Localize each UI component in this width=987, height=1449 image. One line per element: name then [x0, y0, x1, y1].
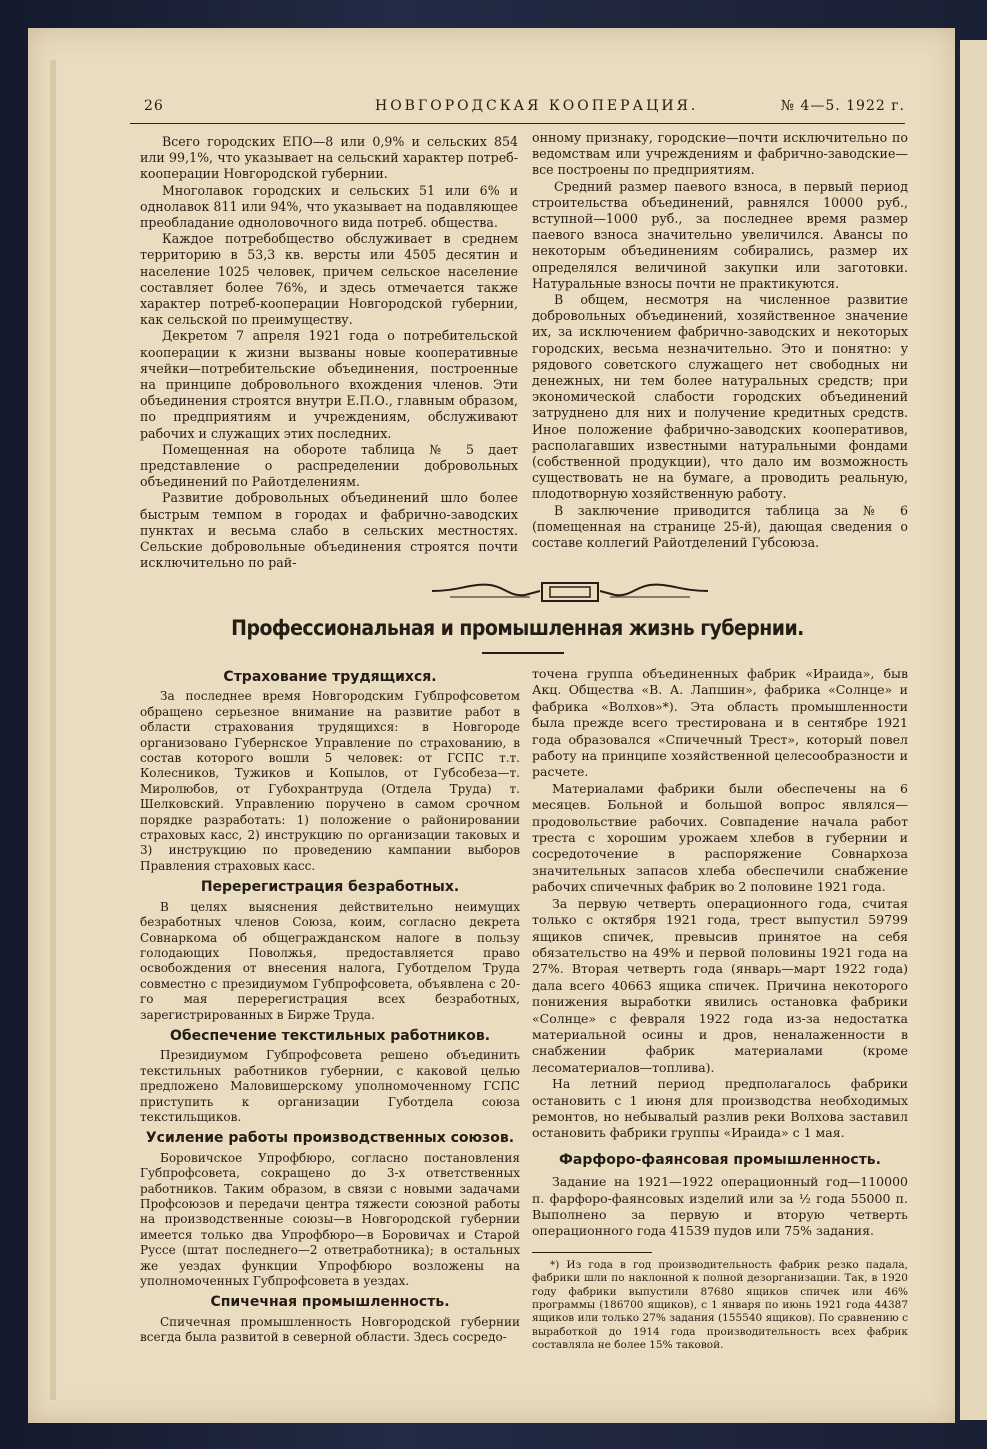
paragraph: На летний период предполагалось фабрики остановить с 1 июня для производства необходимых ремонтов, но небывалый разлив реки Волхова заставил остановить фабрики группы «Ираида» с 1 мая. — [532, 1076, 908, 1141]
section-title: Профессиональная и промышленная жизнь губернии. — [231, 616, 804, 640]
header-rule — [130, 123, 905, 124]
article-heading: Страхование трудящихся. — [223, 669, 437, 685]
paragraph: Материалами фабрики были обеспечены на 6 месяцев. Больной и большой вопрос являлся—продовольствие рабочих. Совпадение начала работ треста с хорошим урожаем хлебов в губернии и сосредоточение в распоряжение Совнархоза значительных запасов хлеба обеспечили снабжение рабочих спичечных фабрик во 2 половине 1921 года. — [532, 780, 908, 895]
article-text: Боровичское Упрофбюро, согласно постановления Губпрофсовета, сокращено до 3-х ответственных работников. Таким образом, в связи с новыми задачами Профсоюзов и передачи центра тяжести союзной работы на производственные союзы—в Новгородской губернии имеется только два Упрофбюро—в Боровичах и Старой Руссе (штат последнего—2 ответработника); в остальных же уездах функции Упрофбюро возложены на уполномоченных Губпрофсовета в уездах. — [140, 1150, 520, 1289]
ornament-divider — [430, 577, 710, 607]
article-text: Задание на 1921—1922 операционный год—110000 п. фарфоро-фаянсовых изделий или за ½ года 55000 п. Выполнено за первую и вторую четверть операционного года 41539 пудов или 75% задания. — [532, 1174, 908, 1239]
article-text: В целях выяснения действительно неимущих безработных членов Союза, коим, согласно декрета Совнаркома об общегражданском налоге в пользу голодающих Поволжья, предоставляется право освобождения от внесения налога, Губотделом Труда совместно с президиумом Губпрофсовета, объявлена с 20-го мая перерегистрация всех безработных, зарегистрированных в Бирже Труда. — [140, 899, 520, 1022]
articles-left-column — [140, 664, 520, 1346]
running-head — [130, 98, 905, 122]
paragraph: онному признаку, городские—почти исключительно по ведомствам или учреждениям и фабрично-заводские—все построены по предприятиям. — [532, 130, 908, 178]
article-heading: Фарфоро-фаянсовая промышленность. — [559, 1151, 881, 1168]
paragraph: Всего городских ЕПО—8 или 0,9% и сельских 854 или 99,1%, что указывает на сельский характер потреб-кооперации Новгородской губернии. — [140, 134, 518, 182]
articles-right-column — [532, 666, 908, 1353]
paragraph: Развитие добровольных объединений шло более быстрым темпом в городах и фабрично-заводских пунктах и весьма слабо в сельских местностях. Сельские добровольные объединения строятся почти исключительно по рай- — [140, 490, 518, 571]
article-text: Президиумом Губпрофсовета решено объединить текстильных работников губернии, с каковой целью предложено Маловишерскому уполномоченному ГСПС приступить к организации Губотдела союза текстильщиков. — [140, 1048, 520, 1124]
top-right-column — [532, 130, 908, 551]
article-heading: Спичечная промышленность. — [210, 1294, 450, 1311]
footnote-text: *) Из года в год производительность фабрик резко падала, фабрики шли по наклонной к полной дезорганизации. Так, в 1920 году фабрики выпустили 87680 ящиков спичек или 46% программы (186700 ящиков), с 1 января по июнь 1921 года 44387 ящиков или только 27% задания (155540 ящиков). По сравнению с выработкой до 1914 года производительность всех фабрик составляла не более 15% таковой. — [532, 1258, 908, 1352]
article-heading: Перерегистрация безработных. — [200, 879, 460, 896]
article-heading: Усиление работы производственных союзов. — [145, 1130, 515, 1147]
journal-title: НОВГОРОДСКАЯ КООПЕРАЦИЯ. — [375, 98, 699, 114]
next-page-edge — [960, 40, 987, 1420]
page-number: 26 — [144, 98, 164, 114]
paragraph: Каждое потребобщество обслуживает в среднем территорию в 53,3 кв. версты или 4505 десятин и население 1025 человек, причем сельское население составляет более 76%, и здесь отмечается также характер потреб-кооперации Новгородской губернии, как сельской по преимуществу. — [140, 231, 518, 328]
section-rule — [482, 652, 564, 654]
page-content — [130, 90, 908, 1410]
footnote-rule — [532, 1252, 652, 1253]
issue-number: № 4—5. 1922 г. — [780, 98, 905, 114]
paragraph: Средний размер паевого взноса, в первый период строительства объединений, равнялся 10000 руб., вступной—1000 руб., за последнее время размер паевого взноса значительно увеличился. Авансы по некоторым объединениям собирались, размер их определялся величиной закупки или заготовки. Натуральные взносы почти не практикуются. — [532, 178, 908, 291]
paragraph: Многолавок городских и сельских 51 или 6% и однолавок 811 или 94%, что указывает на подавляющее преобладание одноловочного вида потреб. общества. — [140, 182, 518, 231]
paragraph: В заключение приводится таблица за № 6 (помещенная на странице 25-й), дающая сведения о составе коллегий Райотделений Губсоюза. — [532, 502, 908, 551]
footnote — [532, 1259, 908, 1353]
page-gutter — [50, 60, 56, 1400]
paragraph: Помещенная на обороте таблица № 5 дает представление о распределении добровольных объединений по Райотделениям. — [140, 441, 518, 490]
paragraph: точена группа объединенных фабрик «Ираида», быв Акц. Общества «В. А. Лапшин», фабрика «Солнце» и фабрика «Волхов»*). Эта область промышленности была прежде всего трестирована и в сентябре 1921 года образовался «Спичечный Трест», который повел работу на принципе хозяйственной целесообразности и расчете. — [532, 666, 908, 780]
article-text: За последнее время Новгородским Губпрофсоветом обращено серьезное внимание на развитие работ в области страхования трудящихся: в Новгороде организовано Губернское Управление по страхованию, в состав которого вошли 5 человек: от ГСПС т.т. Колесников, Тужиков и Копылов, от Губсобеза—т. Миролюбов, от Губохрантруда (Отдела Труда) т. Шелковский. Управлению поручено в самом срочном порядке разработать: 1) положение о районировании страховых касс, 2) инструкцию по организации таковых и 3) инструкцию по проведению кампании выборов Правления страховых касс. — [140, 689, 520, 873]
paragraph: Декретом 7 апреля 1921 года о потребительской кооперации к жизни вызваны новые кооперативные ячейки—потребительские объединения, построенные на принципе добровольного вхождения членов. Эти объединения строятся внутри Е.П.О., главным образом, по предприятиям и учреждениям, обслуживают рабочих и служащих этих последних. — [140, 328, 518, 441]
paragraph: За первую четверть операционного года, считая только с октября 1921 года, трест выпустил 59799 ящиков спичек, превысив принятое на себя обязательство на 49% и первой половины 1921 года на 27%. Вторая четверть года (январь—март 1922 года) дала всего 40663 ящика спичек. Причина некоторого понижения выработки явились остановка фабрики «Солнце» с февраля 1922 года из-за недостатка материальной осины и дров, неналаженности в снабжении фабрик материалами (кроме лесоматериалов—топлива). — [532, 895, 908, 1075]
paragraph: В общем, несмотря на численное развитие добровольных объединений, хозяйственное значение их, за исключением фабрично-заводских и некоторых городских, весьма незначительно. Это и понятно: у рядового советского служащего нет свободных ни денежных, ни тем более натуральных средств; при экономической слабости городских объединений затруднено для них и получение кредитных средств. Иное положение фабрично-заводских кооперативов, располагавших известными натуральными фондами (собственной продукции), что дало им возможность существовать не на бумаге, а проводить реальную, плодотворную хозяйственную работу. — [532, 292, 908, 502]
article-heading: Обеспечение текстильных работников. — [169, 1027, 491, 1044]
top-left-column — [140, 134, 518, 571]
article-text: Спичечная промышленность Новгородской губернии всегда была развитой в северной области. Здесь сосредо- — [140, 1314, 520, 1345]
